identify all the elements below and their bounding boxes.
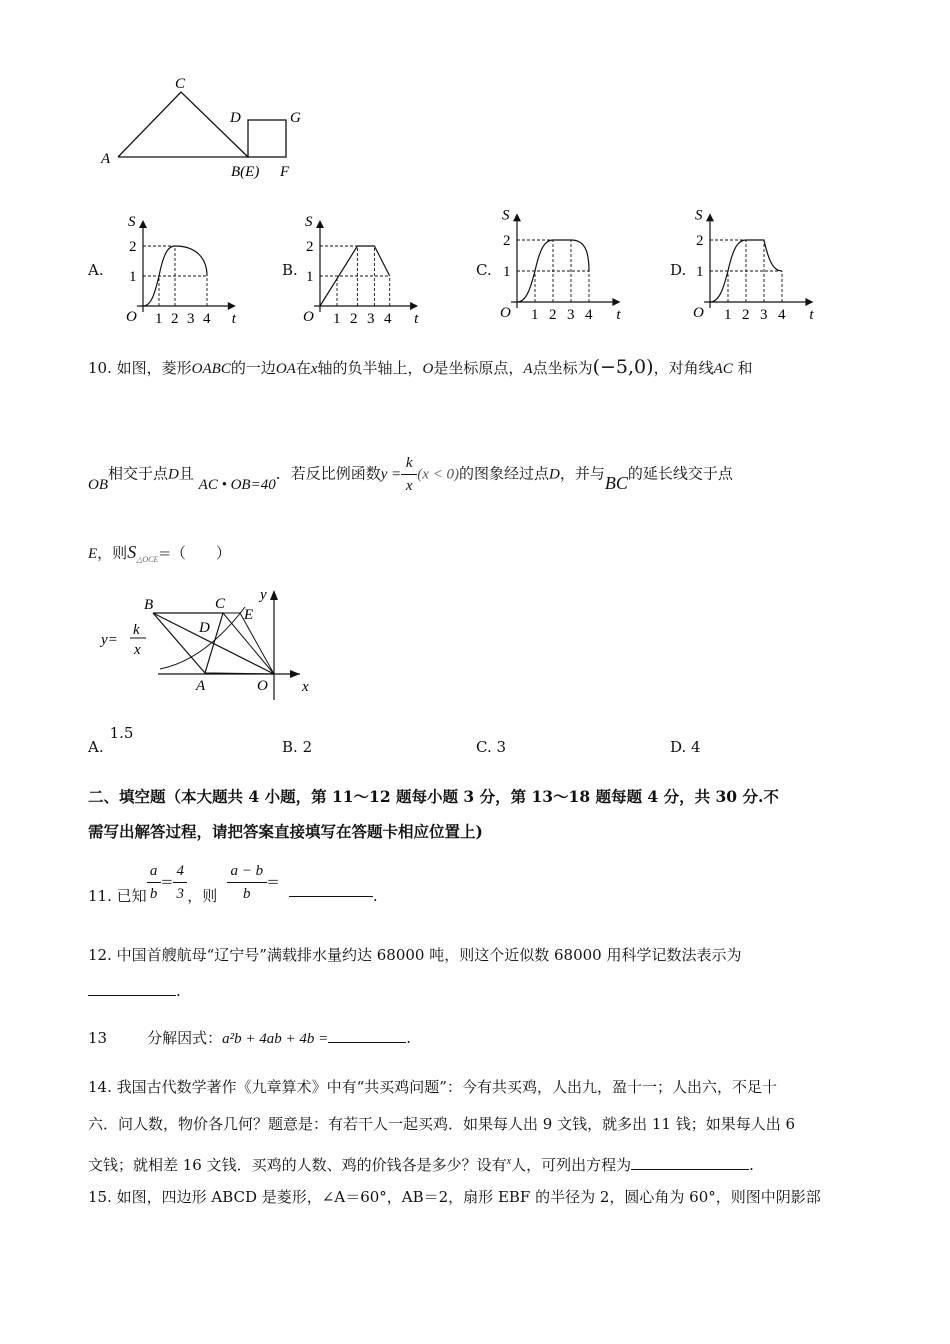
q13: 13 分解因式：a²b + 4ab + 4b = . <box>88 1029 412 1047</box>
q14-line2: 六．问人数，物价各几何？题意是：有若干人一起买鸡．如果每人出 9 文钱，就多出 11 钱；如果每人出 6 <box>88 1115 796 1133</box>
t-axis-label: t <box>616 307 621 323</box>
origin-label: O <box>126 309 137 325</box>
fig-label-d: D <box>199 620 210 636</box>
t-axis-arrow <box>612 298 620 306</box>
t-tick-label: 1 <box>531 307 539 323</box>
s-tick-label: 1 <box>503 264 511 280</box>
t-tick-label: 4 <box>203 311 211 327</box>
option-b-label: B. <box>282 261 298 279</box>
section-heading-line2: 需写出解答过程，请把答案直接填写在答题卡相应位置上) <box>88 822 483 841</box>
t-axis-label: t <box>414 311 419 327</box>
graph-option-d <box>688 200 838 330</box>
fig-label-b: B <box>144 597 154 613</box>
q14-line1: 14. 我国古代数学著作《九章算术》中有“共买鸡问题”：今有共买鸡，人出九，盈十一；人出六，不足十 <box>88 1078 777 1096</box>
q10-option-a[interactable]: A.1.5 <box>88 724 134 756</box>
fig-func-y: y= <box>101 632 118 648</box>
fig-label-o: O <box>257 678 268 694</box>
option-c-label: C. <box>476 261 492 279</box>
q10-option-d[interactable]: D. 4 <box>670 738 701 756</box>
fig-func-k: k <box>133 622 140 638</box>
label-a: A <box>101 151 111 167</box>
option-a-label: A. <box>88 261 104 279</box>
t-tick-label: 4 <box>585 307 593 323</box>
s-tick-label: 2 <box>503 233 511 249</box>
q11: 11. 已知 $\frac{a}{b}$ = $\frac{4}{3}$ ，则 $\frac{a - b}{b}$ = . <box>88 860 378 905</box>
rhombus-hyperbola-figure <box>0 0 330 700</box>
s-axis-arrow <box>139 220 147 228</box>
fig-label-c: C <box>215 596 226 612</box>
option-d-label: D. <box>670 261 687 279</box>
t-tick-label: 4 <box>384 311 392 327</box>
t-tick-label: 3 <box>187 311 195 327</box>
fig-label-x: x <box>302 679 309 695</box>
s-tick-label: 2 <box>306 239 314 255</box>
t-tick-label: 4 <box>778 307 786 323</box>
s-tick-label: 1 <box>696 264 704 280</box>
origin-label: O <box>303 309 314 325</box>
graph-option-a <box>125 214 275 348</box>
t-tick-label: 2 <box>549 307 557 323</box>
s-axis-label: S <box>502 207 510 224</box>
s-tick-label: 2 <box>129 239 137 255</box>
fig-label-y: y <box>260 587 267 603</box>
label-c: C <box>175 76 186 92</box>
t-tick-label: 3 <box>367 311 375 327</box>
t-tick-label: 1 <box>155 311 163 327</box>
q10-line1: 10. 如图，菱形OABC的一边OA在x轴的负半轴上，O是坐标原点，A点坐标为(−5,0)，对角线AC 和 <box>88 356 753 378</box>
s-axis-label: S <box>305 214 313 230</box>
s-tick-label: 2 <box>696 233 704 249</box>
t-axis-label: t <box>231 311 236 327</box>
q10-option-c[interactable]: C. 3 <box>476 738 507 756</box>
q12-answer-blank[interactable] <box>88 981 176 996</box>
s-tick-label: 1 <box>129 269 137 285</box>
s-axis-arrow <box>513 213 521 221</box>
graph-option-c <box>495 200 645 330</box>
t-tick-label: 3 <box>567 307 575 323</box>
q13-answer-blank[interactable] <box>328 1028 406 1043</box>
fig-label-e: E <box>244 607 254 623</box>
s-axis-arrow <box>316 220 324 228</box>
q10-option-b[interactable]: B. 2 <box>282 738 313 756</box>
t-axis-arrow <box>228 302 236 310</box>
t-axis-label: t <box>809 307 814 323</box>
t-tick-label: 2 <box>171 311 179 327</box>
label-g: G <box>290 110 301 126</box>
t-tick-label: 1 <box>724 307 732 323</box>
s-axis-label: S <box>128 214 136 230</box>
label-d: D <box>230 110 241 126</box>
q11-answer-blank[interactable] <box>289 882 373 897</box>
t-tick-label: 3 <box>760 307 768 323</box>
s-axis-arrow <box>706 213 714 221</box>
t-axis-arrow <box>410 302 418 310</box>
s-tick-label: 1 <box>306 269 314 285</box>
label-f: F <box>280 164 290 180</box>
q12-line2: . <box>88 981 181 1001</box>
fig-func-x: x <box>134 642 141 658</box>
q14-answer-blank[interactable] <box>631 1155 749 1170</box>
s-axis-label: S <box>695 207 703 224</box>
q10-line2: OB相交于点D且 AC • OB=40．若反比例函数y = $\frac{k}{x}$ (x < 0)的图象经过点D，并与BC的延长线交于点 <box>88 452 733 497</box>
graph-option-b <box>300 214 450 348</box>
t-axis-arrow <box>805 298 813 306</box>
t-tick-label: 2 <box>350 311 358 327</box>
q14-line3: 文钱；就相差 16 文钱．买鸡的人数、鸡的价钱各是多少？设有$^x$人，可列出方程为 . <box>88 1156 754 1174</box>
fig-label-a: A <box>196 678 206 694</box>
section-heading-line1: 二、填空题（本大题共 4 小题，第 11～12 题每小题 3 分，第 13～18 题每题 4 分，共 30 分.不 <box>88 787 779 806</box>
t-tick-label: 2 <box>742 307 750 323</box>
label-be: B(E) <box>231 164 260 180</box>
q12-line1: 12. 中国首艘航母“辽宁号”满载排水量约达 68000 吨，则这个近似数 68000 用科学记数法表示为 <box>88 946 742 964</box>
q10-line3: E，则$S_{\triangle OCE}=$（ ） <box>88 542 231 564</box>
origin-label: O <box>500 305 511 321</box>
origin-label: O <box>693 305 704 321</box>
q15-line1: 15. 如图，四边形 ABCD 是菱形，∠A＝60°，AB＝2，扇形 EBF 的半径为 2，圆心角为 60°，则图中阴影部 <box>88 1188 821 1206</box>
t-tick-label: 1 <box>333 311 341 327</box>
